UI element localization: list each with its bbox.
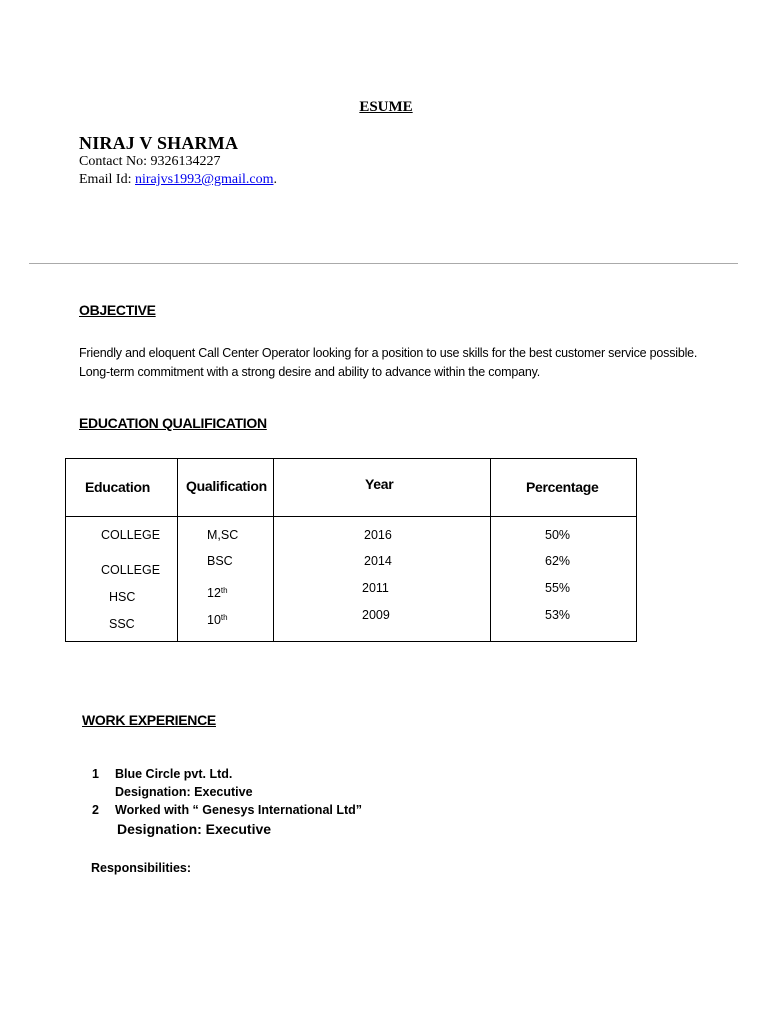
cell-year: 2014 — [364, 554, 392, 568]
work-designation: Designation: Executive — [117, 821, 272, 837]
column-header-year: Year — [365, 476, 394, 492]
email-suffix: . — [273, 172, 277, 187]
header-divider — [29, 263, 738, 264]
responsibilities-label: Responsibilities: — [91, 861, 192, 875]
email-line — [79, 172, 277, 188]
email-label: Email Id: — [79, 172, 135, 187]
objective-text: Friendly and eloquent Call Center Operator looking for a position to use skills for the best customer service possible. Long-term commitment with a strong desire and ability to advance within the company. — [79, 346, 698, 379]
cell-percentage: 53% — [545, 608, 571, 622]
table-column-divider — [490, 459, 491, 641]
column-header-percentage: Percentage — [526, 479, 599, 495]
cell-percentage: 55% — [545, 581, 571, 595]
work-item-number: 2 — [92, 803, 99, 817]
candidate-name: NIRAJ V SHARMA — [79, 133, 239, 153]
education-table — [65, 458, 637, 642]
contact-label: Contact No: — [79, 154, 151, 169]
table-column-divider — [273, 459, 274, 641]
cell-year: 2011 — [362, 581, 389, 595]
education-heading: EDUCATION QUALIFICATION — [79, 415, 267, 431]
table-header-divider — [66, 516, 636, 517]
cell-education: COLLEGE — [101, 528, 161, 542]
work-company: Blue Circle pvt. Ltd. — [115, 767, 233, 781]
cell-percentage: 50% — [545, 528, 571, 542]
document-title: ESUME — [359, 99, 413, 115]
cell-year: 2009 — [362, 608, 390, 622]
cell-education: HSC — [109, 590, 136, 604]
cell-qualification: BSC — [207, 554, 233, 568]
cell-year: 2016 — [364, 528, 392, 542]
cell-qualification: 12th — [207, 586, 228, 600]
email-link[interactable]: nirajvs1993@gmail.com — [135, 172, 274, 187]
work-company: Worked with “ Genesys International Ltd” — [115, 803, 363, 817]
work-designation: Designation: Executive — [115, 785, 253, 799]
objective-heading: OBJECTIVE — [79, 302, 156, 318]
cell-education: SSC — [109, 617, 135, 631]
contact-number: 9326134227 — [150, 154, 221, 169]
contact-line — [79, 154, 221, 170]
cell-education: COLLEGE — [101, 563, 161, 577]
cell-qualification: M,SC — [207, 528, 239, 542]
column-header-qualification: Qualification — [186, 478, 267, 494]
work-item-number: 1 — [92, 767, 99, 781]
cell-qualification: 10th — [207, 613, 228, 627]
work-experience-heading: WORK EXPERIENCE — [82, 712, 216, 728]
cell-percentage: 62% — [545, 554, 571, 568]
table-column-divider — [177, 459, 178, 641]
column-header-education: Education — [85, 479, 150, 495]
